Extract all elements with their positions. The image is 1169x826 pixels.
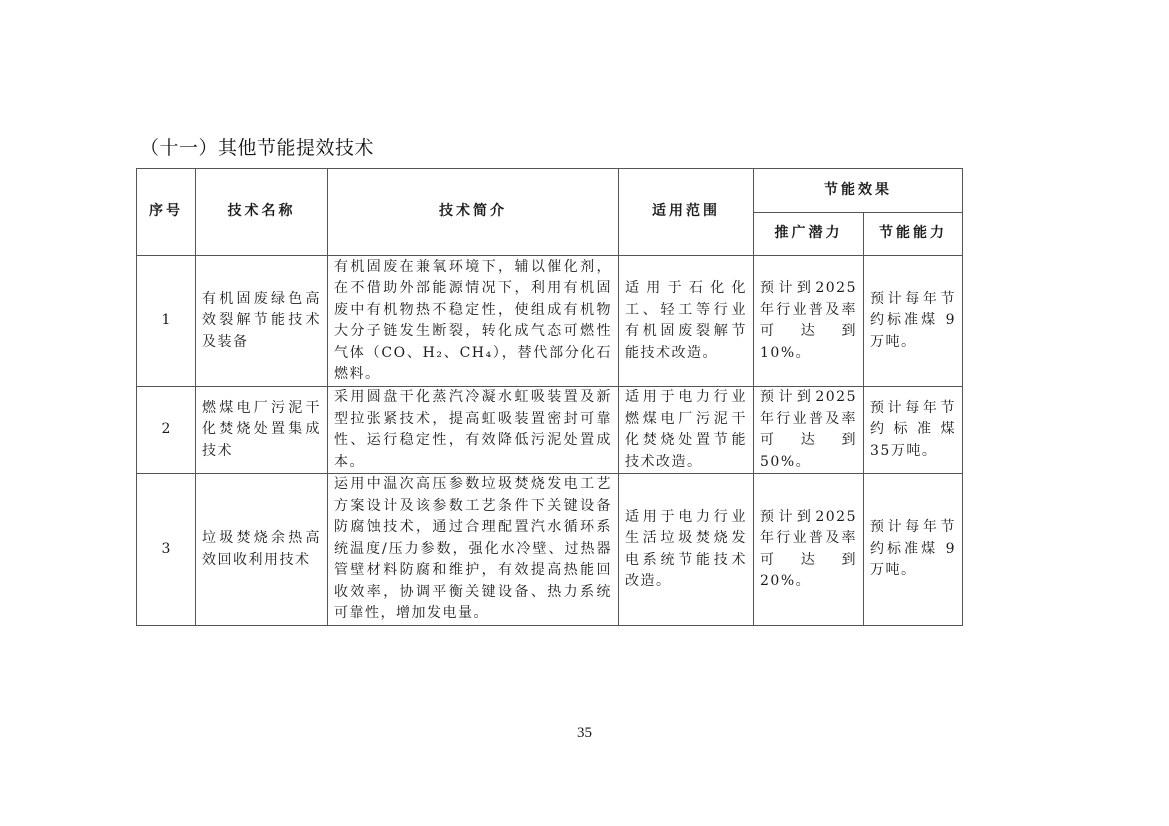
row-scope: 适用于电力行业燃煤电厂污泥干化焚烧处置节能技术改造。 bbox=[619, 387, 754, 474]
table-row bbox=[137, 256, 963, 387]
row-scope: 适用于石化化工、轻工等行业有机固废裂解节能技术改造。 bbox=[619, 256, 754, 387]
row-description: 采用圆盘干化蒸汽冷凝水虹吸装置及新型拉张紧技术，提高虹吸装置密封可靠性、运行稳定性，有效降低污泥处置成本。 bbox=[328, 387, 619, 474]
header-effect-group: 节能效果 bbox=[754, 169, 963, 213]
row-no: 1 bbox=[137, 256, 196, 387]
header-name: 技术名称 bbox=[196, 169, 328, 256]
header-no: 序号 bbox=[137, 169, 196, 256]
row-name: 垃圾焚烧余热高效回收利用技术 bbox=[196, 474, 328, 626]
table-row bbox=[137, 387, 963, 474]
row-capacity: 预计每年节约标准煤 35万吨。 bbox=[864, 387, 963, 474]
header-capacity: 节能能力 bbox=[864, 213, 963, 256]
header-description: 技术简介 bbox=[328, 169, 619, 256]
row-scope: 适用于电力行业生活垃圾焚烧发电系统节能技术改造。 bbox=[619, 474, 754, 626]
row-no: 2 bbox=[137, 387, 196, 474]
energy-saving-tech-table bbox=[136, 168, 963, 626]
row-capacity: 预计每年节约标准煤 9万吨。 bbox=[864, 474, 963, 626]
row-name: 有机固废绿色高效裂解节能技术及装备 bbox=[196, 256, 328, 387]
row-potential: 预计到2025年行业普及率可达到20%。 bbox=[754, 474, 864, 626]
row-name: 燃煤电厂污泥干化焚烧处置集成技术 bbox=[196, 387, 328, 474]
table-row bbox=[137, 474, 963, 626]
row-capacity: 预计每年节约标准煤 9万吨。 bbox=[864, 256, 963, 387]
row-no: 3 bbox=[137, 474, 196, 626]
page-number: 35 bbox=[577, 725, 592, 741]
header-potential: 推广潜力 bbox=[754, 213, 864, 256]
row-potential: 预计到2025年行业普及率可达到50%。 bbox=[754, 387, 864, 474]
row-description: 有机固废在兼氧环境下，辅以催化剂，在不借助外部能源情况下，利用有机固废中有机物热不稳定性，使组成有机物大分子链发生断裂，转化成气态可燃性气体（CO、H₂、CH₄），替代部分化石燃料。 bbox=[328, 256, 619, 387]
header-scope: 适用范围 bbox=[619, 169, 754, 256]
section-title: （十一）其他节能提效技术 bbox=[140, 137, 375, 159]
row-description: 运用中温次高压参数垃圾焚烧发电工艺方案设计及该参数工艺条件下关键设备防腐蚀技术，通过合理配置汽水循环系统温度/压力参数，强化水冷壁、过热器管壁材料防腐和维护，有效提高热能回收效率，协调平衡关键设备、热力系统可靠性，增加发电量。 bbox=[328, 474, 619, 626]
row-potential: 预计到2025年行业普及率可达到10%。 bbox=[754, 256, 864, 387]
